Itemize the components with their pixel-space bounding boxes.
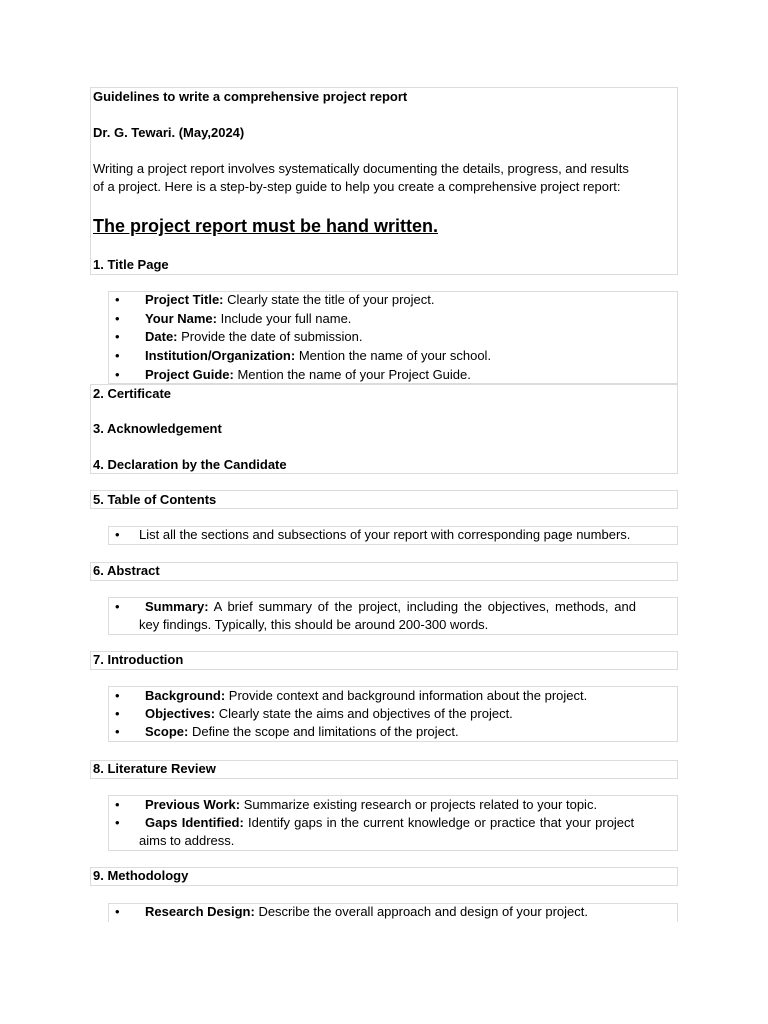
intro-paragraph-line-2: of a project. Here is a step-by-step guide to help you create a comprehensive project report: — [93, 179, 621, 194]
bullet-icon: • — [115, 904, 120, 919]
section-declaration: 4. Declaration by the Candidate — [93, 457, 287, 472]
section-literature-review: 8. Literature Review — [93, 761, 216, 776]
section-title-page: 1. Title Page — [93, 257, 169, 272]
bullet-icon: • — [115, 311, 120, 326]
abstract-line-2: key findings. Typically, this should be around 200-300 words. — [139, 617, 489, 632]
bullet-icon: • — [115, 797, 120, 812]
bullet-icon: • — [115, 688, 120, 703]
section-table-of-contents: 5. Table of Contents — [93, 492, 217, 507]
bullet-icon: • — [115, 599, 120, 614]
author-line: Dr. G. Tewari. (May,2024) — [93, 125, 245, 140]
hand-written-note: The project report must be hand written. — [93, 216, 439, 236]
section-acknowledgement: 3. Acknowledgement — [93, 421, 222, 436]
section-certificate: 2. Certificate — [93, 386, 172, 401]
bullet-icon: • — [115, 527, 120, 542]
bullet-icon: • — [115, 292, 120, 307]
intro-paragraph-line-1: Writing a project report involves systematically documenting the details, progress, and results — [93, 161, 629, 176]
bullet-icon: • — [115, 815, 120, 830]
document-title: Guidelines to write a comprehensive project report — [93, 89, 408, 104]
bullet-icon: • — [115, 348, 120, 363]
bullet-icon: • — [115, 367, 120, 382]
section-abstract: 6. Abstract — [93, 563, 160, 578]
section-abstract-box — [90, 562, 678, 581]
section-methodology: 9. Methodology — [93, 868, 189, 883]
literature-gaps-line-2: aims to address. — [139, 833, 235, 848]
bullet-icon: • — [115, 724, 120, 739]
section-introduction: 7. Introduction — [93, 652, 184, 667]
bullet-icon: • — [115, 329, 120, 344]
bullet-icon: • — [115, 706, 120, 721]
